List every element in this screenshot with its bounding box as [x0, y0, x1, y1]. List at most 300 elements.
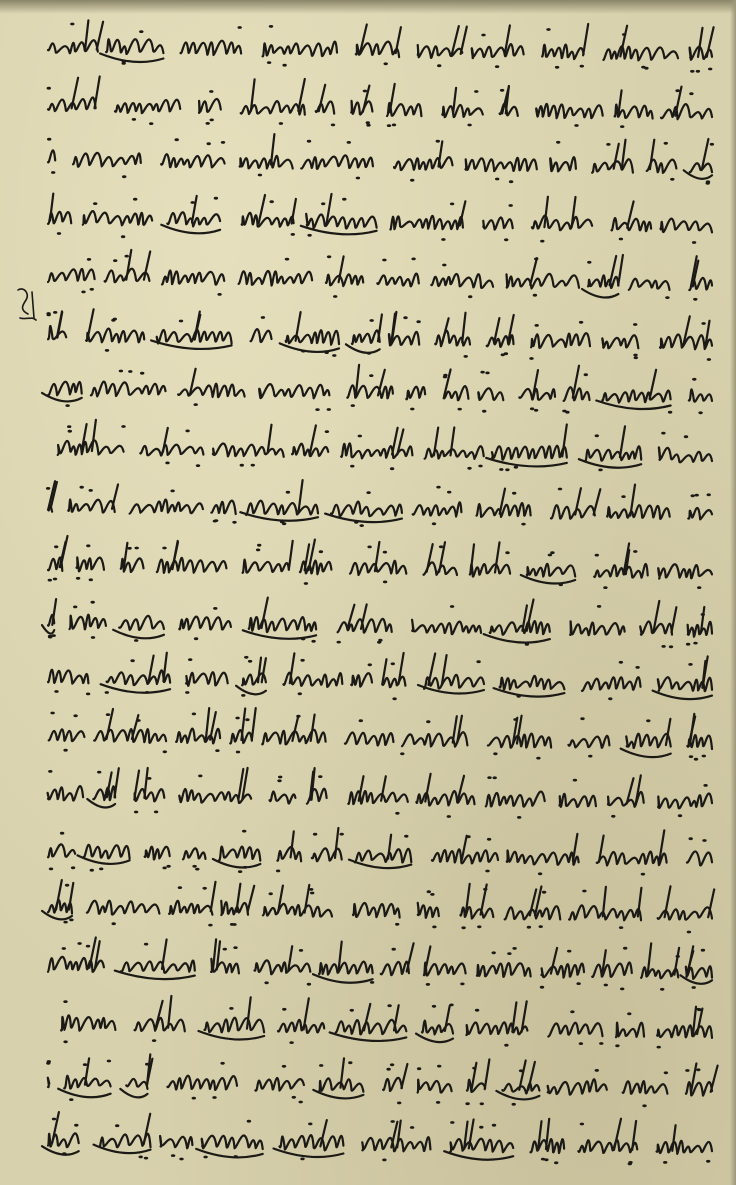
ink-diacritic-dot [436, 140, 440, 143]
ink-diacritic-dot [147, 777, 151, 780]
ink-diacritic-dot [333, 295, 337, 298]
ink-word-stroke [629, 279, 670, 290]
ink-diacritic-dot [86, 945, 90, 948]
ink-diacritic-dot [296, 715, 300, 718]
ink-diacritic-dot [480, 371, 484, 374]
ink-word-stroke [478, 388, 503, 400]
ink-diacritic-dot [73, 606, 77, 609]
ink-diacritic-dot [505, 551, 509, 554]
ink-diacritic-dot [701, 322, 705, 325]
ink-diacritic-dot [48, 770, 52, 773]
ink-word-stroke [477, 963, 531, 977]
ink-diacritic-dot [540, 986, 544, 989]
ink-diacritic-dot [501, 353, 505, 356]
ink-word-stroke [564, 387, 590, 401]
ink-word-stroke [119, 616, 164, 630]
ink-diacritic-dot [504, 1043, 508, 1046]
ink-diacritic-dot [703, 784, 707, 787]
ink-diacritic-dot [221, 141, 225, 144]
ink-word-stroke [658, 793, 712, 808]
ink-word-stroke [507, 274, 579, 289]
ink-word-stroke [84, 845, 130, 859]
ink-diacritic-dot [512, 492, 516, 495]
ink-diacritic-dot [555, 66, 559, 69]
ink-word-stroke [68, 500, 114, 513]
ink-word-stroke [106, 39, 163, 54]
ink-diacritic-dot [527, 925, 531, 928]
ink-diacritic-dot [410, 1126, 414, 1129]
ink-diacritic-dot [366, 491, 370, 494]
ink-word-stroke [338, 619, 392, 633]
ink-diacritic-dot [475, 1008, 479, 1011]
ink-diacritic-dot [701, 949, 705, 952]
manuscript-line [40, 1000, 720, 1056]
ink-word-stroke [277, 847, 301, 861]
ink-word-stroke [348, 791, 408, 804]
ink-diacritic-dot [481, 34, 485, 37]
ink-diacritic-dot [383, 580, 387, 583]
manuscript-line [40, 885, 720, 941]
ink-word-stroke [121, 961, 195, 973]
ink-diacritic-dot [195, 868, 199, 871]
ink-diacritic-dot [217, 293, 221, 296]
ink-diacritic-dot [230, 923, 234, 926]
ink-diacritic-dot [63, 1000, 67, 1003]
ink-diacritic-dot [642, 1104, 646, 1107]
ink-diacritic-dot [90, 288, 94, 291]
ink-diacritic-dot [458, 408, 462, 411]
ink-diacritic-dot [86, 692, 90, 695]
ink-diacritic-dot [139, 30, 143, 33]
ink-diacritic-dot [70, 23, 74, 26]
ink-diacritic-dot [128, 370, 132, 373]
ink-ascender-stroke [390, 83, 395, 111]
ink-diacritic-dot [622, 33, 626, 36]
ink-diacritic-dot [307, 233, 311, 236]
ink-diacritic-dot [327, 255, 331, 258]
ink-diacritic-dot [300, 658, 304, 661]
ink-swash-stroke [243, 630, 316, 639]
ink-diacritic-dot [579, 1042, 583, 1045]
ink-diacritic-dot [122, 175, 126, 178]
ink-diacritic-dot [411, 258, 415, 261]
ink-word-stroke [527, 563, 575, 576]
ink-word-stroke [183, 848, 206, 859]
ink-diacritic-dot [65, 404, 69, 407]
ink-diacritic-dot [240, 463, 244, 466]
ink-diacritic-dot [517, 694, 521, 697]
ink-word-stroke [169, 900, 212, 914]
ink-diacritic-dot [495, 65, 499, 68]
ink-ascender-stroke [88, 309, 94, 338]
ink-swash-stroke [582, 289, 618, 298]
ink-diacritic-dot [692, 378, 696, 381]
ink-diacritic-dot [125, 255, 129, 258]
ink-word-stroke [240, 156, 293, 169]
ink-diacritic-dot [550, 551, 554, 554]
ink-diacritic-dot [144, 943, 148, 946]
ink-diacritic-dot [390, 1063, 394, 1066]
ink-diacritic-dot [382, 1158, 386, 1161]
ink-word-stroke [213, 443, 284, 456]
ink-word-stroke [541, 964, 584, 978]
ink-word-stroke [623, 1081, 668, 1094]
ink-diacritic-dot [432, 522, 436, 525]
ink-diacritic-dot [698, 411, 702, 414]
ink-word-stroke [351, 673, 372, 686]
ink-word-stroke [186, 672, 228, 686]
ink-diacritic-dot [690, 70, 694, 73]
ink-ascender-stroke [299, 480, 303, 511]
ink-diacritic-dot [238, 26, 242, 29]
ink-word-stroke [602, 390, 670, 402]
manuscript-line [40, 310, 720, 366]
ink-diacritic-dot [307, 140, 311, 143]
ink-diacritic-dot [693, 298, 697, 301]
ink-ascender-stroke [126, 250, 131, 280]
ink-ascender-stroke [485, 1059, 490, 1089]
ink-word-stroke [48, 40, 98, 53]
ink-word-stroke [157, 557, 227, 572]
ink-diacritic-dot [360, 524, 364, 527]
ink-word-stroke [176, 729, 220, 744]
ink-diacritic-dot [236, 751, 240, 754]
ink-ascender-stroke [311, 715, 315, 741]
ink-ascender-stroke [211, 881, 216, 910]
ink-diacritic-dot [432, 925, 436, 928]
ink-diacritic-dot [604, 984, 608, 987]
ink-diacritic-dot [285, 258, 289, 261]
ink-diacritic-dot [548, 553, 552, 556]
ink-diacritic-dot [442, 264, 446, 267]
ink-diacritic-dot [214, 196, 218, 199]
ink-diacritic-dot [133, 197, 137, 200]
ink-diacritic-dot [213, 607, 217, 610]
ink-diacritic-dot [480, 1102, 484, 1105]
ink-diacritic-dot [48, 635, 52, 638]
ink-diacritic-dot [684, 435, 688, 438]
ink-word-stroke [58, 440, 124, 455]
ink-diacritic-dot [664, 1071, 668, 1074]
ink-diacritic-dot [570, 1010, 574, 1013]
manuscript-line [40, 425, 720, 481]
ink-diacritic-dot [90, 869, 94, 872]
ink-diacritic-dot [706, 182, 710, 185]
ink-diacritic-dot [540, 239, 544, 242]
ink-word-stroke [532, 215, 592, 230]
ink-word-stroke [255, 1078, 304, 1091]
ink-word-stroke [100, 1133, 151, 1146]
ink-ascender-stroke [115, 768, 119, 797]
ink-word-stroke [588, 275, 618, 288]
ink-ascender-stroke [672, 1125, 675, 1151]
ink-word-stroke [140, 444, 203, 455]
ink-word-stroke [690, 163, 712, 172]
ink-diacritic-dot [46, 1062, 50, 1065]
ink-word-stroke [492, 445, 567, 459]
ink-word-stroke [466, 158, 537, 171]
ink-diacritic-dot [619, 926, 623, 929]
ink-ascender-stroke [697, 1008, 702, 1033]
ink-word-stroke [382, 676, 405, 687]
ink-diacritic-dot [247, 1119, 251, 1122]
ink-diacritic-dot [384, 62, 388, 65]
ink-diacritic-dot [113, 317, 117, 320]
ink-ascender-stroke [461, 27, 467, 54]
ink-swash-stroke [346, 344, 380, 353]
ink-word-stroke [431, 274, 493, 288]
ink-ascender-stroke [693, 1006, 696, 1033]
ink-diacritic-dot [580, 65, 584, 68]
ink-word-stroke [345, 732, 393, 745]
ink-word-stroke [548, 1079, 607, 1094]
ink-ascender-stroke [305, 884, 310, 912]
ink-diacritic-dot [351, 404, 355, 407]
ink-word-stroke [616, 1022, 644, 1037]
ink-diacritic-dot [319, 550, 323, 553]
ink-ascender-stroke [594, 489, 601, 514]
ink-diacritic-dot [325, 430, 329, 433]
ink-word-stroke [607, 505, 670, 519]
ink-ascender-stroke [630, 485, 635, 516]
ink-diacritic-dot [663, 1161, 667, 1164]
ink-diacritic-dot [519, 1069, 523, 1072]
ink-diacritic-dot [359, 719, 363, 722]
ink-ascender-stroke [289, 540, 293, 569]
ink-diacritic-dot [318, 775, 322, 778]
ink-word-stroke [160, 1135, 192, 1147]
ink-diacritic-dot [331, 123, 335, 126]
ink-diacritic-dot [474, 90, 478, 93]
ink-word-stroke [202, 1135, 263, 1149]
ink-ascender-stroke [258, 657, 261, 682]
ink-word-stroke [689, 389, 712, 401]
manuscript-line [40, 597, 720, 653]
ink-diacritic-dot [162, 546, 166, 549]
ink-diacritic-dot [476, 660, 480, 663]
ink-ascender-stroke [363, 85, 370, 111]
ink-diacritic-dot [91, 636, 95, 639]
ink-swash-stroke [653, 690, 712, 699]
ink-swash-stroke [42, 1146, 79, 1155]
ink-diacritic-dot [209, 90, 213, 93]
ink-word-stroke [488, 734, 551, 748]
ink-diacritic-dot [392, 123, 396, 126]
ink-diacritic-dot [391, 1120, 395, 1123]
ink-diacritic-dot [504, 238, 508, 241]
ink-swash-stroke [100, 54, 163, 63]
ink-diacritic-dot [267, 61, 271, 64]
ink-word-stroke [435, 330, 470, 346]
ink-word-stroke [61, 1015, 115, 1030]
manuscript-line [40, 1115, 720, 1171]
ink-diacritic-dot [517, 816, 521, 819]
ink-word-stroke [568, 736, 609, 748]
ink-diacritic-dot [63, 1040, 67, 1043]
ink-ascender-stroke [506, 86, 509, 113]
ink-word-stroke [531, 333, 590, 348]
ink-diacritic-dot [313, 833, 317, 836]
ink-diacritic-dot [634, 356, 638, 359]
ink-diacritic-dot [97, 770, 101, 773]
manuscript-line [40, 195, 720, 251]
ink-diacritic-dot [432, 1004, 436, 1007]
ink-diacritic-dot [620, 988, 624, 991]
ink-word-stroke [179, 617, 231, 630]
ink-diacritic-dot [449, 1003, 453, 1006]
ink-diacritic-dot [154, 810, 158, 813]
ink-diacritic-dot [80, 486, 84, 489]
ink-word-stroke [578, 1139, 637, 1152]
ink-diacritic-dot [321, 202, 325, 205]
ink-word-stroke [594, 564, 648, 578]
ink-diacritic-dot [493, 776, 497, 779]
ink-diacritic-dot [692, 986, 696, 989]
ink-diacritic-dot [89, 489, 93, 492]
ink-swash-stroke [596, 401, 670, 410]
ink-diacritic-dot [367, 545, 371, 548]
ink-diacritic-dot [689, 92, 693, 95]
ink-diacritic-dot [203, 1155, 207, 1158]
ink-diacritic-dot [691, 494, 695, 497]
ink-word-stroke [130, 500, 203, 514]
ink-diacritic-dot [49, 868, 53, 871]
ink-ascender-stroke [162, 940, 167, 969]
ink-diacritic-dot [507, 952, 511, 955]
ink-diacritic-dot [81, 291, 85, 294]
ink-diacritic-dot [623, 947, 627, 950]
ink-diacritic-dot [192, 1097, 196, 1100]
ink-diacritic-dot [170, 490, 174, 493]
ink-word-stroke [48, 150, 55, 162]
ink-ascender-stroke [95, 76, 100, 108]
ink-diacritic-dot [50, 712, 54, 715]
ink-swash-stroke [521, 575, 575, 584]
ink-diacritic-dot [487, 838, 491, 841]
ink-diacritic-dot [472, 1067, 476, 1070]
ink-diacritic-dot [46, 487, 50, 490]
ink-word-stroke [597, 852, 667, 866]
ink-diacritic-dot [692, 241, 696, 244]
ink-diacritic-dot [289, 1041, 293, 1044]
ink-word-stroke [211, 501, 235, 514]
ink-word-stroke [582, 677, 641, 691]
ink-word-stroke [48, 669, 88, 683]
ink-diacritic-dot [315, 408, 319, 411]
ink-ascender-stroke [407, 943, 414, 971]
ink-diacritic-dot [587, 261, 591, 264]
ink-diacritic-dot [370, 981, 374, 984]
ink-diacritic-dot [51, 171, 55, 174]
ink-ascender-stroke [97, 22, 103, 50]
ink-diacritic-dot [309, 888, 313, 891]
ink-diacritic-dot [464, 355, 468, 358]
ink-diacritic-dot [93, 202, 97, 205]
ink-ascender-stroke [603, 886, 606, 916]
margin-annotation [14, 284, 40, 324]
ink-diacritic-dot [115, 1124, 119, 1127]
ink-diacritic-dot [696, 1007, 700, 1010]
ink-diacritic-dot [238, 870, 242, 873]
ink-diacritic-dot [685, 1069, 689, 1072]
ink-diacritic-dot [282, 1065, 286, 1068]
ink-word-stroke [48, 844, 75, 857]
ink-diacritic-dot [207, 142, 211, 145]
ink-diacritic-dot [91, 601, 95, 604]
ink-diacritic-dot [525, 643, 529, 646]
ink-ascender-stroke [427, 544, 433, 572]
ink-word-stroke [536, 103, 603, 117]
ink-diacritic-dot [366, 121, 370, 124]
ink-diacritic-dot [291, 233, 295, 236]
ink-diacritic-dot [500, 88, 504, 91]
ink-diacritic-dot [194, 637, 198, 640]
ink-diacritic-dot [145, 691, 149, 694]
ink-diacritic-dot [627, 1012, 631, 1015]
ink-diacritic-dot [477, 925, 481, 928]
handwritten-text-block [40, 14, 720, 1174]
ink-ascender-stroke [394, 1005, 399, 1030]
ink-diacritic-dot [62, 947, 66, 950]
ink-diacritic-dot [391, 662, 395, 665]
ink-word-stroke [93, 786, 115, 800]
ink-diacritic-dot [529, 357, 533, 360]
ink-swash-stroke [486, 457, 567, 466]
ink-diacritic-dot [646, 719, 650, 722]
ink-diacritic-dot [54, 545, 58, 548]
ink-diacritic-dot [196, 464, 200, 467]
ink-diacritic-dot [243, 866, 247, 869]
ink-diacritic-dot [580, 1122, 584, 1125]
ink-diacritic-dot [668, 411, 672, 414]
manuscript-line [40, 252, 720, 308]
ink-diacritic-dot [47, 86, 51, 89]
ink-diacritic-dot [447, 491, 451, 494]
ink-word-stroke [550, 157, 576, 171]
ink-diacritic-dot [403, 316, 407, 319]
ink-diacritic-dot [392, 948, 396, 951]
ink-word-stroke [570, 621, 624, 635]
ink-diacritic-dot [188, 658, 192, 661]
ink-diacritic-dot [257, 543, 261, 546]
ink-word-stroke [483, 217, 512, 229]
ink-diacritic-dot [534, 258, 538, 261]
ink-diacritic-dot [145, 1063, 149, 1066]
ink-diacritic-dot [383, 550, 387, 553]
ink-diacritic-dot [387, 1004, 391, 1007]
ink-word-stroke [87, 900, 159, 914]
ink-diacritic-dot [368, 663, 372, 666]
ink-diacritic-dot [466, 835, 470, 838]
ink-diacritic-dot [327, 408, 331, 411]
ink-diacritic-dot [512, 947, 516, 950]
ink-diacritic-dot [63, 749, 67, 752]
ink-word-stroke [255, 960, 311, 974]
ink-diacritic-dot [493, 752, 497, 755]
ink-swash-stroke [58, 1089, 110, 1098]
ink-diacritic-dot [354, 521, 358, 524]
ink-diacritic-dot [185, 429, 189, 432]
ink-diacritic-dot [615, 1044, 619, 1047]
ink-diacritic-dot [660, 988, 664, 991]
ink-swash-stroke [684, 170, 712, 179]
ink-diacritic-dot [400, 752, 404, 755]
ink-diacritic-dot [544, 1158, 548, 1161]
ink-word-stroke [432, 849, 498, 863]
ink-word-stroke [246, 501, 318, 515]
ink-ascender-stroke [462, 312, 465, 342]
ink-diacritic-dot [567, 950, 571, 953]
